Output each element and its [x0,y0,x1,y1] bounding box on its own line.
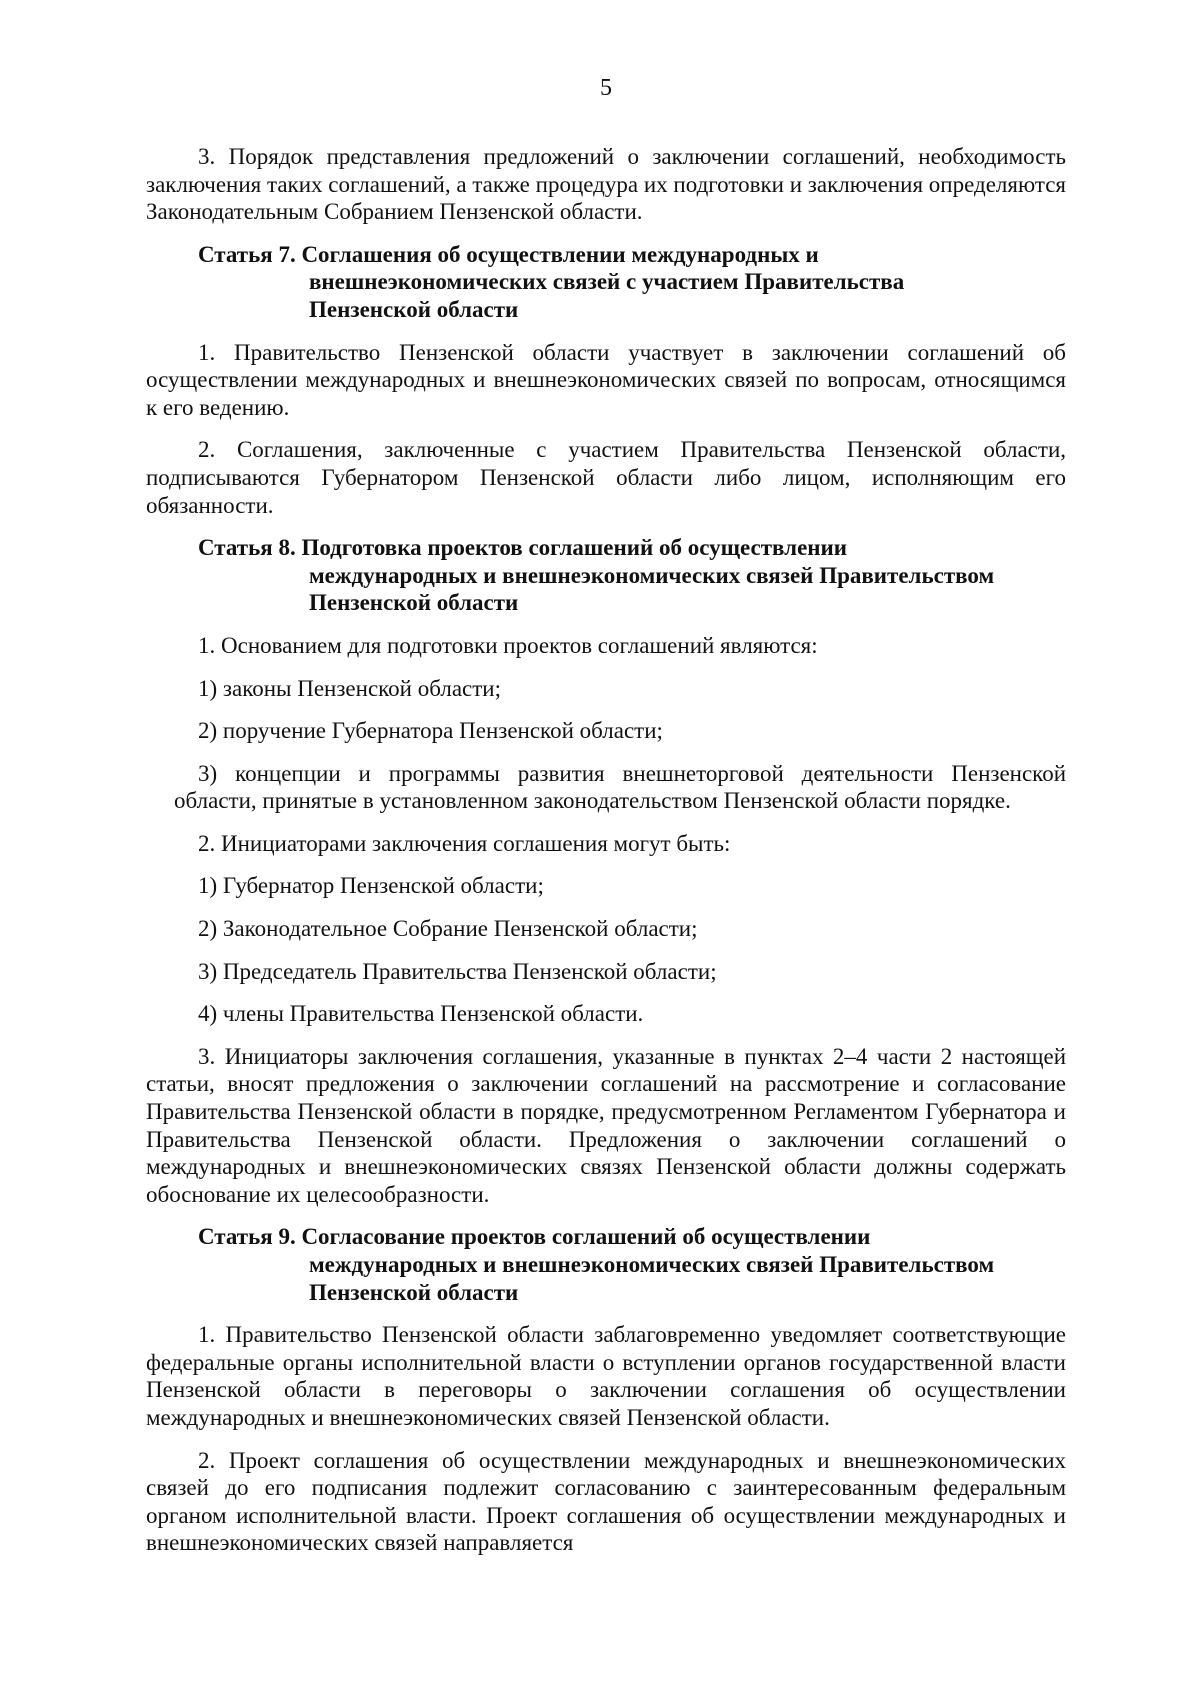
article-8-paragraph-3: 3. Инициаторы заключения соглашения, указанные в пунктах 2–4 части 2 настоящей статьи, вносят предложения о заключении соглашений на рассмотрение и согласование Правительства Пензенской области в порядке, предусмотренном Регламентом Губернатора и Правительства Пензенской области. Предложения о заключении соглашений о международных и внешнеэкономических связях Пензенской области должны содержать обоснование их целесообразности. [146,1043,1066,1207]
article-7-heading [198,241,1066,324]
article-8-paragraph-2-item-3: 3) Председатель Правительства Пензенской области; [198,958,717,984]
article-8-paragraph-2-item-1: 1) Губернатор Пензенской области; [198,873,544,899]
article-8-heading-line-2: международных и внешнеэкономических связей Правительством [309,562,995,588]
article-7-paragraph-1: 1. Правительство Пензенской области участвует в заключении соглашений об осуществлении международных и внешнеэкономических связей по вопросам, относящимся к его ведению. [146,339,1066,420]
article-8-heading-line-3: Пензенской области [309,590,519,616]
article-8-paragraph-1-item-3: 3) концепции и программы развития внешнеторговой деятельности Пензенской области, принятые в установленном законодательством Пензенской области порядке. [174,760,1066,814]
article-8-heading-line-1: Статья 8. Подготовка проектов соглашений об осуществлении [198,535,848,561]
article-7-heading-line-3: Пензенской области [309,296,519,322]
page-number: 5 [600,75,612,101]
article-7-heading-line-1: Статья 7. Соглашения об осуществлении международных и [198,241,819,267]
article-9-paragraph-2: 2. Проект соглашения об осуществлении международных и внешнеэкономических связей до его подписания подлежит согласованию с заинтересованным федеральным органом исполнительной власти. Проект соглашения об осуществлении международных и внешнеэкономических связей направляется [146,1447,1066,1556]
article-9-heading [198,1223,1066,1306]
article-8-paragraph-2: 2. Инициаторами заключения соглашения могут быть: [198,830,731,856]
article-9-heading-line-1: Статья 9. Согласование проектов соглашений об осуществлении [198,1224,871,1250]
article-9-heading-line-3: Пензенской области [309,1279,519,1305]
article-8-paragraph-2-item-4: 4) члены Правительства Пензенской области. [198,1001,644,1027]
article-7-heading-line-2: внешнеэкономических связей с участием Правительства [309,269,905,295]
article-8-paragraph-1-item-2: 2) поручение Губернатора Пензенской области; [198,718,663,744]
document-page [146,0,1066,1697]
article-9-heading-line-2: международных и внешнеэкономических связей Правительством [309,1252,995,1277]
article-8-paragraph-2-item-2: 2) Законодательное Собрание Пензенской области; [198,916,698,942]
article-8-paragraph-1-item-1: 1) законы Пензенской области; [198,675,501,701]
document-body [146,143,1066,1572]
article-8-paragraph-1: 1. Основанием для подготовки проектов соглашений являются: [198,632,818,658]
article-9-paragraph-1: 1. Правительство Пензенской области заблаговременно уведомляет соответствующие федеральные органы исполнительной власти о вступлении органов государственной власти Пензенской области в переговоры о заключении соглашения об осуществлении международных и внешнеэкономических связей Пензенской области. [146,1322,1066,1430]
article-8-heading [198,534,1066,617]
article-6-paragraph-3: 3. Порядок представления предложений о заключении соглашений, необходимость заключения таких соглашений, а также процедура их подготовки и заключения определяются Законодательным Собранием Пензенской области. [146,144,1066,225]
article-7-paragraph-2: 2. Соглашения, заключенные с участием Правительства Пензенской области, подписываются Губернатором Пензенской области либо лицом, исполняющим его обязанности. [146,437,1066,518]
